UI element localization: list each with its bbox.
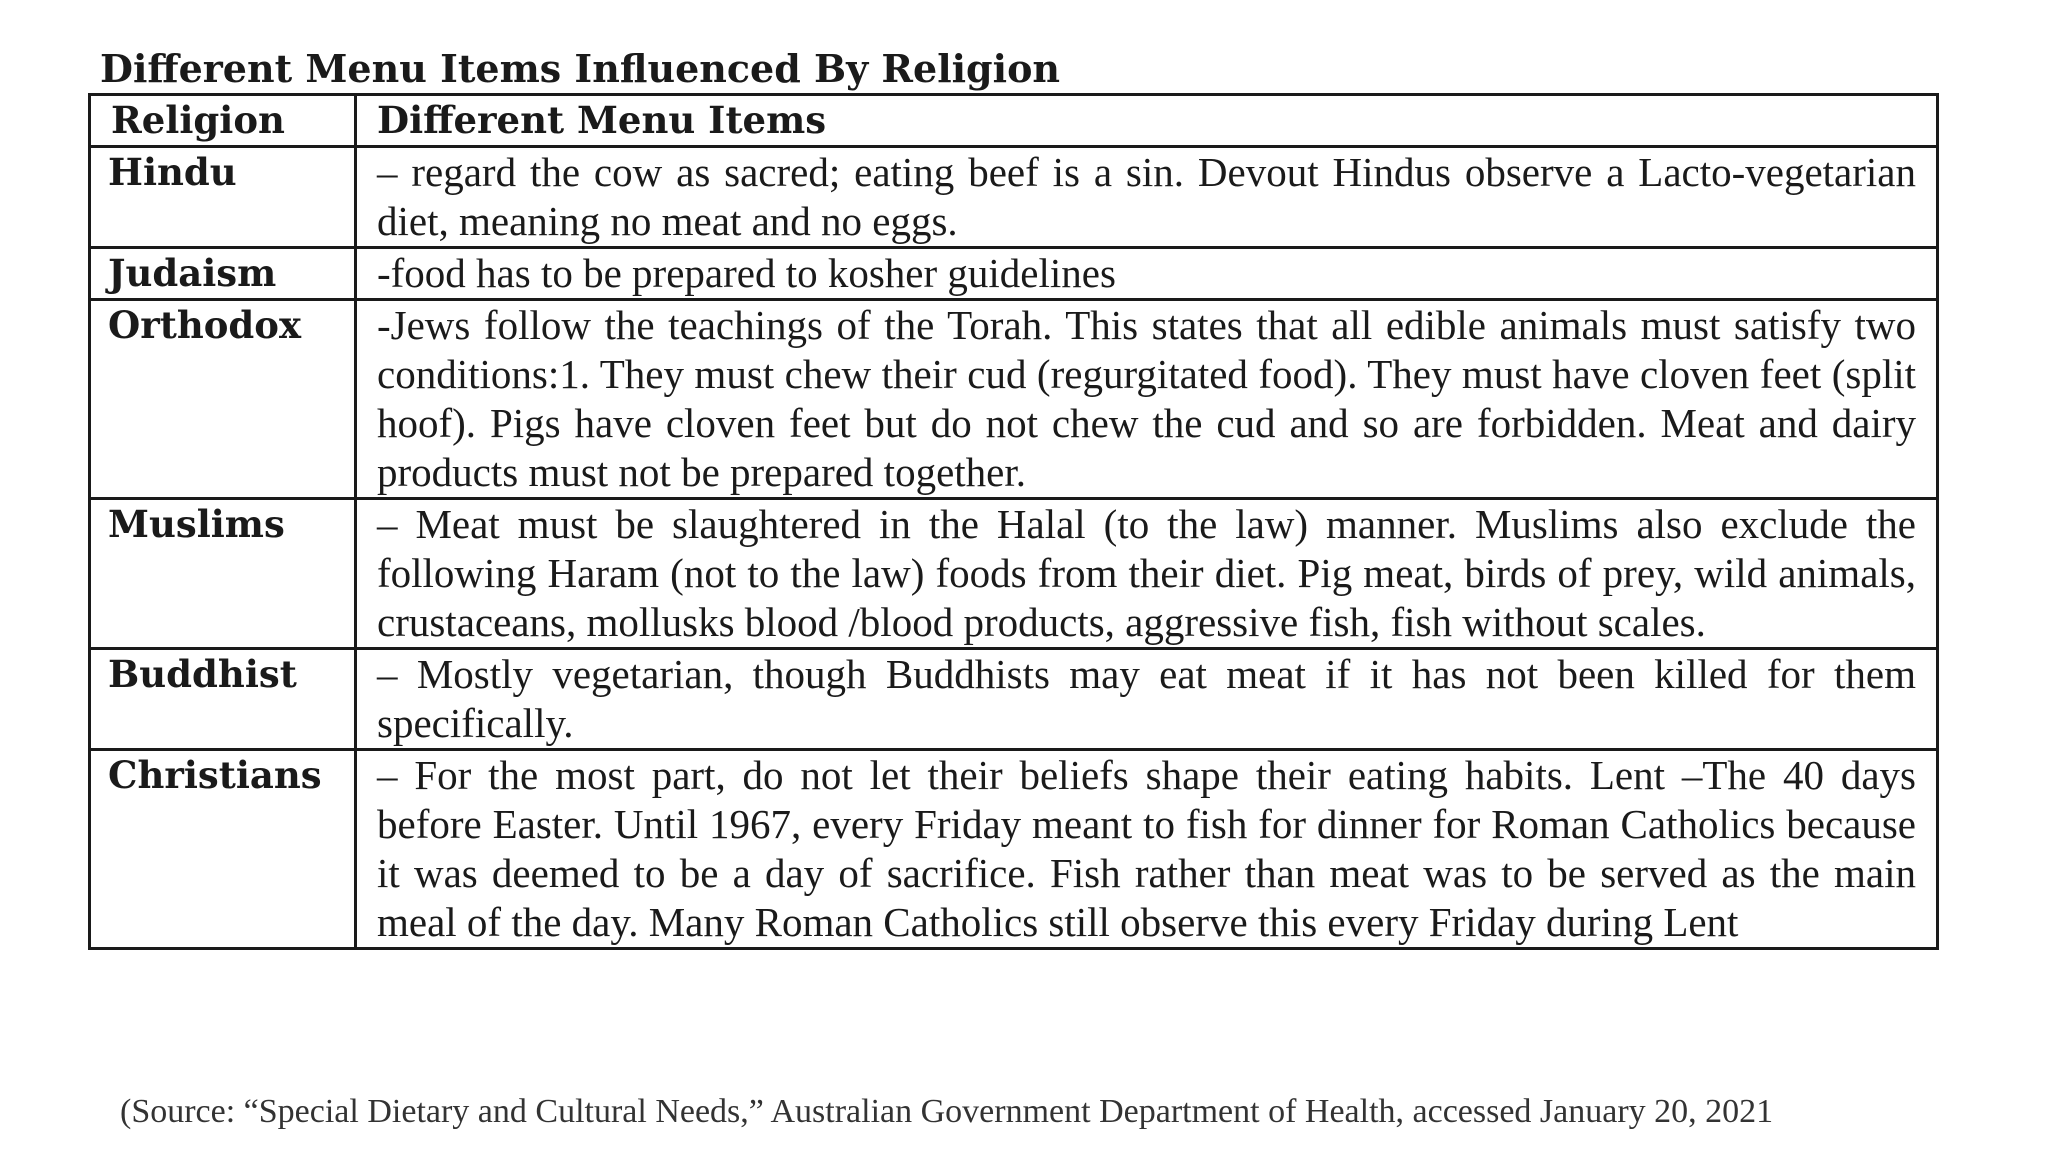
table-row-judaism (90, 248, 1938, 300)
religion-cell: Christians (90, 750, 356, 949)
menu-items-cell: -Jews follow the teachings of the Torah. This states that all edible animals must satisfy two conditions:1. They must chew their cud (regurgitated food). They must have cloven feet (split hoof). Pigs have cloven feet but do not chew the cud and so are forbidden. Meat and dairy products must not be prepared together. (356, 300, 1938, 499)
religion-cell: Hindu (90, 147, 356, 248)
table-row-muslims (90, 499, 1938, 649)
table-row-buddhist (90, 649, 1938, 750)
menu-items-cell: – regard the cow as sacred; eating beef is a sin. Devout Hindus observe a Lacto-vegetarian diet, meaning no meat and no eggs. (356, 147, 1938, 248)
religion-cell: Buddhist (90, 649, 356, 750)
table-row-christians (90, 750, 1938, 949)
religion-cell: Judaism (90, 248, 356, 300)
table-header-row (90, 95, 1938, 147)
religion-menu-table-container (88, 93, 1936, 1089)
menu-items-cell: -food has to be prepared to kosher guidelines (356, 248, 1938, 300)
religion-menu-table (88, 93, 1939, 950)
header-menu-items: Different Menu Items (356, 95, 1938, 147)
religion-cell: Muslims (90, 499, 356, 649)
menu-items-cell: – For the most part, do not let their beliefs shape their eating habits. Lent –The 40 days before Easter. Until 1967, every Friday meant to fish for dinner for Roman Catholics because it was deemed to be a day of sacrifice. Fish rather than meat was to be served as the main meal of the day. Many Roman Catholics still observe this every Friday during Lent (356, 750, 1938, 949)
header-religion: Religion (90, 95, 356, 147)
table-row-orthodox (90, 300, 1938, 499)
table-row-hindu (90, 147, 1938, 248)
document-title: Different Menu Items Influenced By Religion (100, 46, 1061, 91)
menu-items-cell: – Meat must be slaughtered in the Halal (to the law) manner. Muslims also exclude the following Haram (not to the law) foods from their diet. Pig meat, birds of prey, wild animals, crustaceans, mollusks blood /blood products, aggressive fish, fish without scales. (356, 499, 1938, 649)
religion-cell: Orthodox (90, 300, 356, 499)
menu-items-cell: – Mostly vegetarian, though Buddhists may eat meat if it has not been killed for them specifically. (356, 649, 1938, 750)
source-citation: (Source: “Special Dietary and Cultural Needs,” Australian Government Department of Health, accessed January 20, 2021 (120, 1093, 1774, 1130)
